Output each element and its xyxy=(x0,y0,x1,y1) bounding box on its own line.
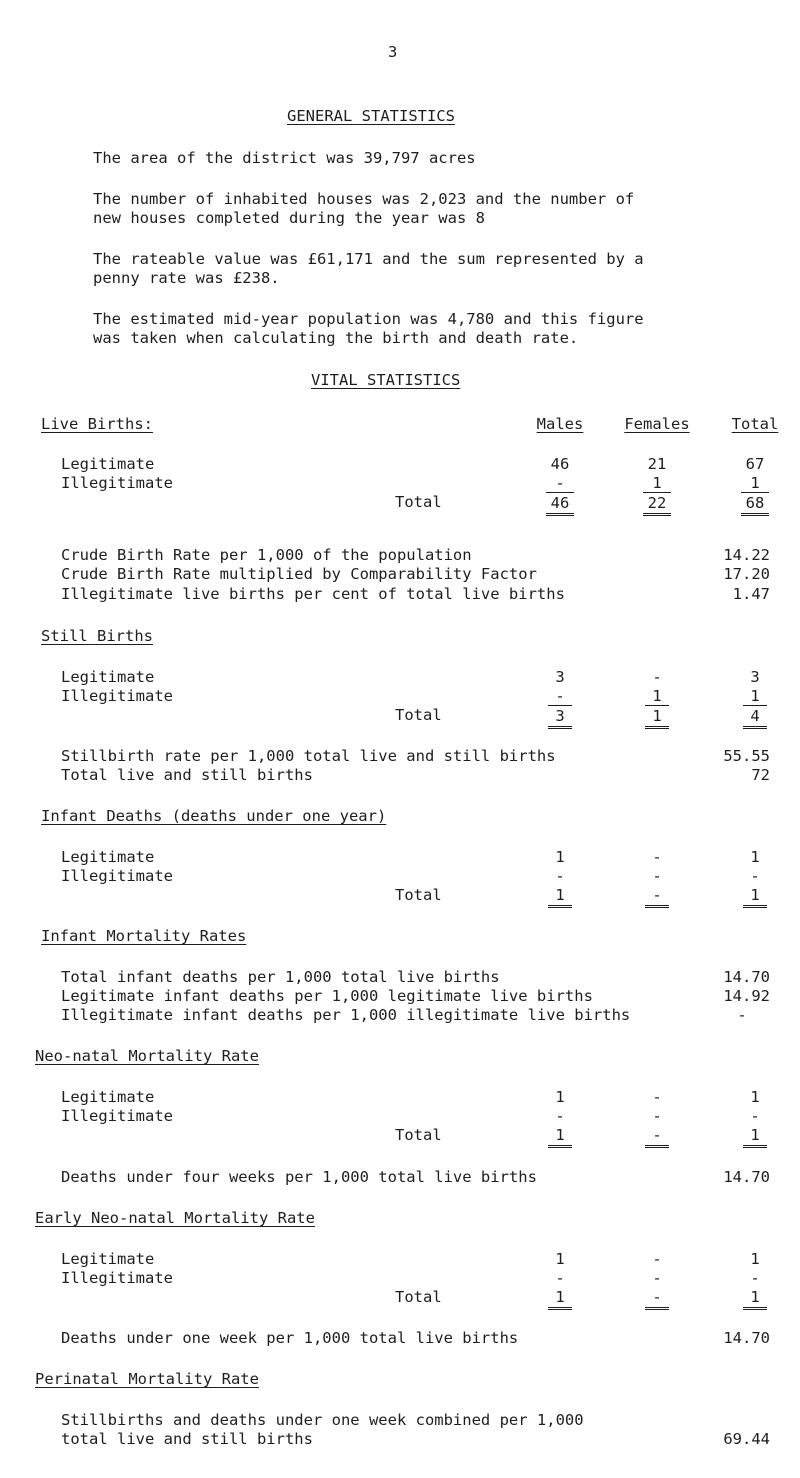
total-live-still-label: Total live and still births xyxy=(61,766,313,784)
live-illegit-total: 1 xyxy=(750,474,760,492)
birth-rate-label-2: Crude Birth Rate multiplied by Comparability Factor xyxy=(61,565,537,583)
infant-mortality-label-2: Legitimate infant deaths per 1,000 legitimate live births xyxy=(61,987,593,1005)
houses-text-line-1: The number of inhabited houses was 2,023 and the number of xyxy=(93,190,635,208)
neonatal-illegit-females: - xyxy=(652,1107,662,1125)
live-illegit-males: - xyxy=(555,474,565,492)
early-neonatal-rate-label: Deaths under one week per 1,000 total live births xyxy=(61,1329,519,1347)
live-total-males: 46 xyxy=(546,492,574,516)
vital-statistics-heading: VITAL STATISTICS xyxy=(311,371,461,389)
still-legit-total: 3 xyxy=(750,668,760,686)
live-illegitimate-label: Illegitimate xyxy=(61,474,173,492)
infant-legit-males: 1 xyxy=(555,848,565,866)
area-text: The area of the district was 39,797 acres xyxy=(93,149,476,167)
stillbirth-rate-value: 55.55 xyxy=(723,747,770,765)
neonatal-legit-total: 1 xyxy=(750,1088,760,1106)
neonatal-legitimate-label: Legitimate xyxy=(61,1088,155,1106)
col-header-females: Females xyxy=(624,415,690,433)
live-legit-females: 21 xyxy=(647,455,667,473)
still-illegit-females: 1 xyxy=(652,687,662,705)
live-legit-total: 67 xyxy=(745,455,765,473)
total-live-still-value: 72 xyxy=(751,766,770,784)
infant-total-label: Total xyxy=(395,886,442,904)
infant-deaths-title: Infant Deaths (deaths under one year) xyxy=(41,807,387,825)
live-illegit-females: 1 xyxy=(652,474,662,492)
rateable-text-line-1: The rateable value was £61,171 and the sum represented by a xyxy=(93,250,644,268)
neonatal-total-total: 1 xyxy=(743,1125,767,1148)
still-illegit-males: - xyxy=(555,687,565,705)
early-neonatal-total-females: - xyxy=(645,1287,669,1310)
infant-total-females: - xyxy=(645,885,669,908)
still-illegit-total: 1 xyxy=(750,687,760,705)
neonatal-total-males: 1 xyxy=(548,1125,572,1148)
still-legit-females: - xyxy=(652,668,662,686)
early-neonatal-total-total: 1 xyxy=(743,1287,767,1310)
neonatal-legit-females: - xyxy=(652,1088,662,1106)
still-total-males: 3 xyxy=(548,705,572,729)
infant-illegitimate-label: Illegitimate xyxy=(61,867,173,885)
early-neonatal-total-males: 1 xyxy=(548,1287,572,1310)
neonatal-illegit-total: - xyxy=(750,1107,760,1125)
infant-mortality-label-1: Total infant deaths per 1,000 total live births xyxy=(61,968,500,986)
infant-legit-females: - xyxy=(652,848,662,866)
still-legit-males: 3 xyxy=(555,668,565,686)
perinatal-text-line-1: Stillbirths and deaths under one week combined per 1,000 xyxy=(61,1411,584,1429)
infant-mortality-title: Infant Mortality Rates xyxy=(41,927,247,945)
live-total-total: 68 xyxy=(741,492,769,516)
early-neonatal-illegitimate-label: Illegitimate xyxy=(61,1269,173,1287)
population-text-line-1: The estimated mid-year population was 4,780 and this figure xyxy=(93,310,644,328)
early-neonatal-legit-females: - xyxy=(652,1250,662,1268)
early-neonatal-legit-total: 1 xyxy=(750,1250,760,1268)
birth-rate-value-3: 1.47 xyxy=(732,585,770,603)
early-neonatal-title: Early Neo-natal Mortality Rate xyxy=(35,1209,315,1227)
neonatal-illegit-males: - xyxy=(555,1107,565,1125)
early-neonatal-illegit-females: - xyxy=(652,1269,662,1287)
perinatal-value: 69.44 xyxy=(723,1430,770,1448)
live-legitimate-label: Legitimate xyxy=(61,455,155,473)
still-legitimate-label: Legitimate xyxy=(61,668,155,686)
birth-rate-label-1: Crude Birth Rate per 1,000 of the population xyxy=(61,546,472,564)
infant-legitimate-label: Legitimate xyxy=(61,848,155,866)
perinatal-title: Perinatal Mortality Rate xyxy=(35,1370,259,1388)
general-statistics-heading: GENERAL STATISTICS xyxy=(287,107,455,125)
col-header-total: Total xyxy=(731,415,779,433)
early-neonatal-illegit-total: - xyxy=(750,1269,760,1287)
early-neonatal-total-label: Total xyxy=(395,1288,442,1306)
infant-legit-total: 1 xyxy=(750,848,760,866)
houses-text-line-2: new houses completed during the year was 8 xyxy=(93,209,485,227)
neonatal-rate-value: 14.70 xyxy=(723,1168,770,1186)
page-number: 3 xyxy=(388,43,398,61)
early-neonatal-rate-value: 14.70 xyxy=(723,1329,770,1347)
infant-mortality-label-3: Illegitimate infant deaths per 1,000 illegitimate live births xyxy=(61,1006,631,1024)
stillbirth-rate-label: Stillbirth rate per 1,000 total live and still births xyxy=(61,747,556,765)
live-total-females: 22 xyxy=(643,492,671,516)
neonatal-legit-males: 1 xyxy=(555,1088,565,1106)
birth-rate-value-2: 17.20 xyxy=(723,565,770,583)
early-neonatal-illegit-males: - xyxy=(555,1269,565,1287)
live-total-label: Total xyxy=(395,493,442,511)
early-neonatal-legitimate-label: Legitimate xyxy=(61,1250,155,1268)
col-header-males: Males xyxy=(536,415,584,433)
live-legit-males: 46 xyxy=(550,455,570,473)
infant-illegit-total: - xyxy=(750,867,760,885)
population-text-line-2: was taken when calculating the birth and death rate. xyxy=(93,329,579,347)
infant-mortality-value-1: 14.70 xyxy=(723,968,770,986)
birth-rate-value-1: 14.22 xyxy=(723,546,770,564)
still-total-females: 1 xyxy=(645,705,669,729)
neonatal-illegitimate-label: Illegitimate xyxy=(61,1107,173,1125)
live-births-title: Live Births: xyxy=(41,415,153,433)
infant-total-total: 1 xyxy=(743,885,767,908)
neonatal-title: Neo-natal Mortality Rate xyxy=(35,1047,259,1065)
infant-mortality-value-3: - xyxy=(737,1006,747,1024)
perinatal-text-line-2: total live and still births xyxy=(61,1430,313,1448)
infant-total-males: 1 xyxy=(548,885,572,908)
still-total-total: 4 xyxy=(743,705,767,729)
rateable-text-line-2: penny rate was £238. xyxy=(93,269,280,287)
early-neonatal-legit-males: 1 xyxy=(555,1250,565,1268)
infant-illegit-males: - xyxy=(555,867,565,885)
neonatal-total-females: - xyxy=(645,1125,669,1148)
still-total-label: Total xyxy=(395,706,442,724)
infant-illegit-females: - xyxy=(652,867,662,885)
birth-rate-label-3: Illegitimate live births per cent of total live births xyxy=(61,585,565,603)
neonatal-rate-label: Deaths under four weeks per 1,000 total live births xyxy=(61,1168,537,1186)
infant-mortality-value-2: 14.92 xyxy=(723,987,770,1005)
neonatal-total-label: Total xyxy=(395,1126,442,1144)
still-births-title: Still Births xyxy=(41,627,153,645)
still-illegitimate-label: Illegitimate xyxy=(61,687,173,705)
